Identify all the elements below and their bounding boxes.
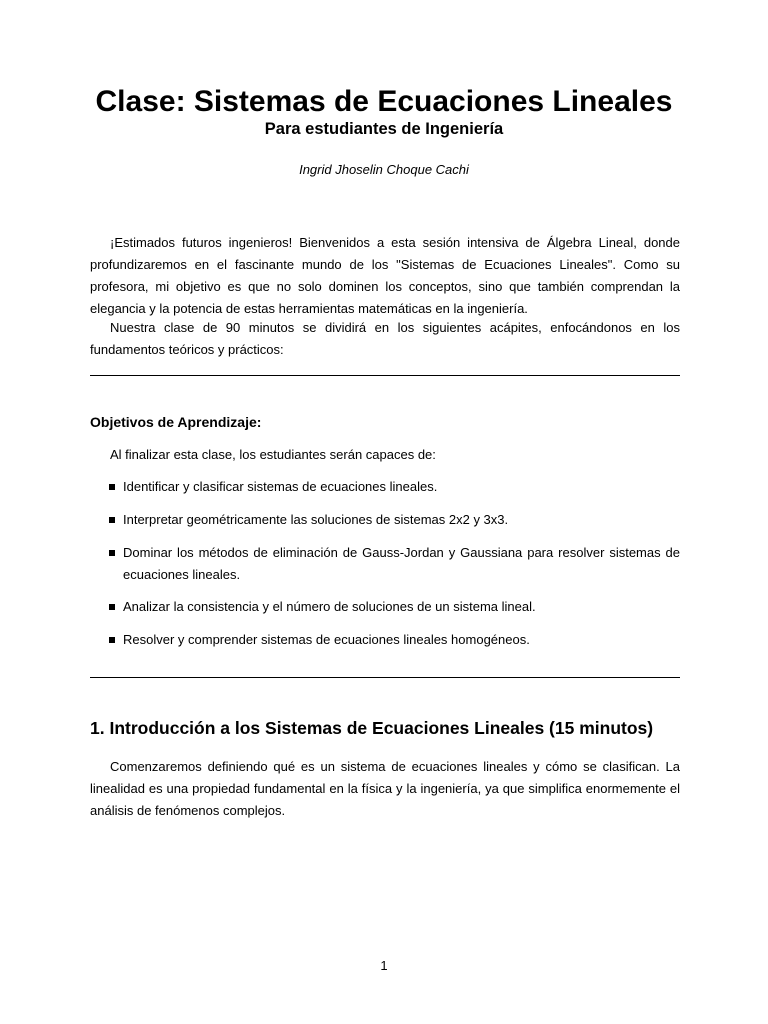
horizontal-divider	[90, 375, 680, 376]
author-name: Ingrid Jhoselin Choque Cachi	[299, 162, 469, 177]
page-number: 1	[380, 958, 388, 973]
objectives-intro: Al finalizar esta clase, los estudiantes serán capaces de:	[110, 447, 436, 462]
intro-paragraph-2: Nuestra clase de 90 minutos se dividirá en los siguientes acápites, enfocándonos en los fundamentos teóricos y prácticos:	[90, 320, 680, 357]
square-bullet-icon	[109, 604, 115, 610]
objective-item-text: Analizar la consistencia y el número de soluciones de un sistema lineal.	[123, 599, 536, 614]
document-title: Clase: Sistemas de Ecuaciones Lineales	[95, 85, 673, 118]
objective-item	[109, 476, 680, 498]
objective-item-text: Identificar y clasificar sistemas de ecuaciones lineales.	[123, 479, 438, 494]
objective-item-text: Dominar los métodos de eliminación de Gauss-Jordan y Gaussiana para resolver sistemas de ecuaciones lineales.	[123, 545, 680, 582]
section-paragraph: Comenzaremos definiendo qué es un sistema de ecuaciones lineales y cómo se clasifican. La linealidad es una propiedad fundamental en la física y la ingeniería, ya que simplifica enormemente el análisis de fenómenos complejos.	[90, 759, 680, 818]
square-bullet-icon	[109, 484, 115, 490]
objective-item	[109, 542, 680, 586]
intro-paragraph-1: ¡Estimados futuros ingenieros! Bienvenidos a esta sesión intensiva de Álgebra Lineal, donde profundizaremos en el fascinante mundo de los "Sistemas de Ecuaciones Lineales". Como su profesora, mi objetivo es que no solo dominen los conceptos, sino que también comprendan la elegancia y la potencia de estas herramientas matemáticas en la ingeniería.	[90, 235, 680, 316]
square-bullet-icon	[109, 637, 115, 643]
objective-item	[109, 596, 680, 618]
objective-item-text: Resolver y comprender sistemas de ecuaciones lineales homogéneos.	[123, 632, 530, 647]
horizontal-divider	[90, 677, 680, 678]
square-bullet-icon	[109, 550, 115, 556]
objective-item	[109, 629, 680, 651]
objectives-heading: Objetivos de Aprendizaje:	[90, 414, 262, 430]
document-subtitle: Para estudiantes de Ingeniería	[264, 120, 504, 138]
section-heading: 1. Introducción a los Sistemas de Ecuaciones Lineales (15 minutos)	[90, 718, 654, 738]
square-bullet-icon	[109, 517, 115, 523]
objective-item	[109, 509, 680, 531]
objective-item-text: Interpretar geométricamente las soluciones de sistemas 2x2 y 3x3.	[123, 512, 509, 527]
